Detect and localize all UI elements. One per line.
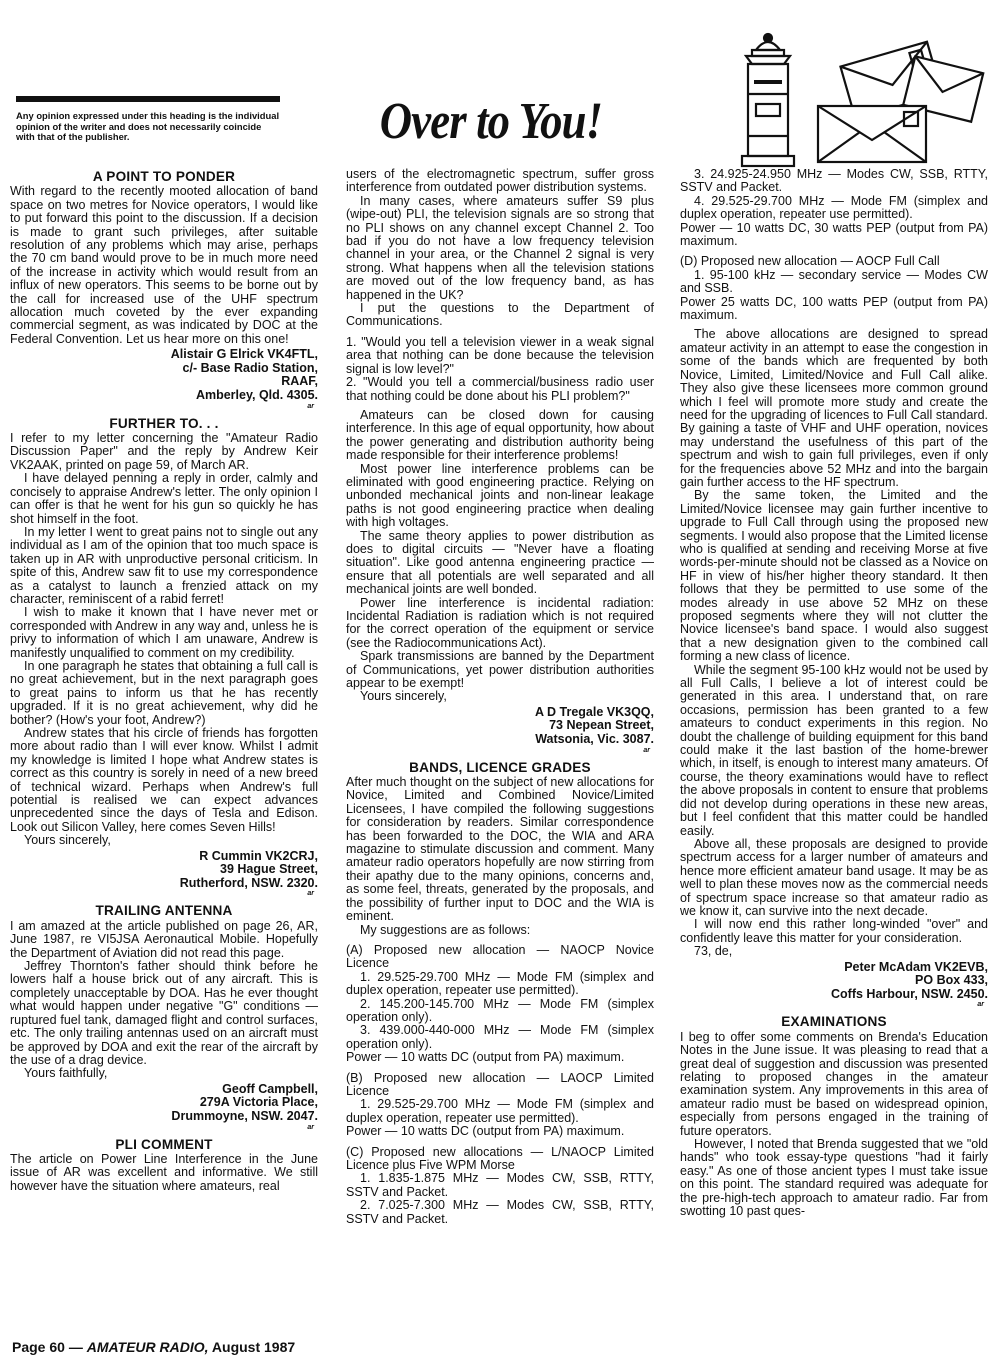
allocation-heading-d: (D) Proposed new allocation — AOCP Full Call: [680, 254, 940, 269]
end-mark: ar: [643, 746, 650, 754]
allocation-item: 1. 1.835-1.875 MHz — Modes CW, SSB, RTTY, SSTV and Packet.: [346, 1171, 654, 1199]
letter-heading-point-to-ponder: A POINT TO PONDER: [92, 169, 236, 184]
allocation-heading-c: (C) Proposed new allocations — L/NAOCP Limited Licence plus Five WPM Morse: [346, 1144, 654, 1172]
letter-paragraph: I put the questions to the Department of Communications.: [346, 301, 654, 329]
letter-closing: Yours sincerely,: [24, 833, 111, 848]
letter-closing: Yours faithfully,: [24, 1066, 108, 1081]
letter-closing: Yours sincerely,: [360, 689, 447, 704]
letter-signature: A D Tregale VK3QQ, 73 Nepean Street, Watsonia, Vic. 3087.: [534, 704, 654, 747]
letter-question: 1. "Would you tell a television viewer in a weak signal area that nothing can be done because the television signal is low level?": [346, 334, 654, 376]
letter-paragraph: In my letter I went to great pains not to single out any individual as I am of the opinion that too much space is taken up in AR with unproductive personal criticism. In spite of this, Andrew saw fit to use my correspondence as a catalyst to launch a frenzied attack on my character, reminiscent of a rabid ferret!: [10, 524, 318, 606]
letter-paragraph: Power line interference is incidental radiation: Incidental Radiation is radiation which is not required for the correct operation of the equipment or service (see the Radiocommunications Act).: [346, 595, 654, 650]
letter-heading-trailing-antenna: TRAILING ANTENNA: [95, 903, 233, 919]
letter-paragraph: Amateurs can be closed down for causing interference. In this age of equal opportunity, how about the power generating and distribution authority being made responsible for their interference problems!: [346, 407, 654, 463]
letter-paragraph: Above all, these proposals are designed to provide spectrum access for a larger number of amateurs and hence more efficient amateur band usage. It may be as well to plan these moves now as the commercial needs of spectrum space increase so that amateur radio as we know it, can survive into the next decade.: [680, 836, 988, 918]
letter-question: 2. "Would you tell a commercial/business radio user that nothing could be done about his PLI problem?": [346, 375, 654, 403]
allocation-power: Power — 10 watts DC, 30 watts PEP (output from PA) maximum.: [680, 220, 988, 249]
letter-paragraph: By the same token, the Limited and the Limited/Novice licensee may gain further incentive to upgrade to Full Call through using the proposed new segments. I would also propose that the Limited license who is qualified at sending and receiving Morse at five words-per-minute should not be classed as a Novice on HF in view of his/her higher theory standard. It then follows that they be permitted to use some of the modes already in use above 52 MHz on these proposed segments where they will not clutter the Novice licensee's band space. I would also suggest that a new designation given to the combined call forming a new class of licence.: [680, 488, 988, 664]
letter-signature: Alistair G Elrick VK4FTL, c/- Base Radio Station, RAAF, Amberley, Qld. 4305.: [170, 347, 318, 403]
allocation-item: 1. 95-100 kHz — secondary service — Modes CW and SSB.: [680, 267, 988, 296]
page-footer: [12, 1339, 295, 1355]
letter-paragraph: Most power line interference problems can be eliminated with good engineering practice. Relying on unbonded mechanical joints and non-linear leakage paths is not good engineering practice when dealing with high voltages.: [346, 461, 654, 530]
letter-heading-further-to: FURTHER TO. . .: [109, 415, 219, 431]
column-2: [346, 168, 654, 1226]
footer-page-number: Page 60 —: [12, 1339, 87, 1355]
letter-paragraph: In many cases, where amateurs suffer S9 plus (wipe-out) PLI, the television signals are so strong that no PLI shows on any channel except Channel 2. Too bad if you do not have a low frequency television channel in your area, or the Channel 2 signal is very strong. What happens when all the television stations are moved out of the low frequency band, as has happened in the UK?: [346, 193, 654, 302]
letter-paragraph: users of the electromagnetic spectrum, suffer gross interference from outdated power distribution systems.: [346, 167, 654, 195]
end-mark: ar: [307, 402, 314, 410]
end-mark: ar: [977, 1001, 984, 1009]
allocation-item: 4. 29.525-29.700 MHz — Mode FM (simplex and duplex operation, repeater use permitted).: [680, 193, 988, 222]
column-1: [10, 168, 318, 1193]
allocation-item: 2. 7.025-7.300 MHz — Modes CW, SSB, RTTY, SSTV and Packet.: [346, 1198, 654, 1226]
allocation-item: 2. 145.200-145.700 MHz — Mode FM (simplex operation only).: [346, 996, 654, 1024]
end-mark: ar: [307, 890, 314, 898]
allocation-power: Power — 10 watts DC (output from PA) maximum.: [346, 1124, 625, 1139]
letter-heading-examinations: EXAMINATIONS: [781, 1014, 887, 1030]
letter-paragraph: Jeffrey Thornton's father should think before he lowers half a house brick out of any aircraft. This is completely unacceptable by DOA. Has he ever thought what would happen under negative "G" conditions — ruptured fuel tank, damaged flight and control surfaces, etc. The only trailing antennas used on an aircraft must be approved by DOA and exit the rear of the aircraft by the use of a drag device.: [10, 959, 318, 1067]
letter-heading-pli-comment: PLI COMMENT: [115, 1136, 213, 1152]
letter-paragraph: I wish to make it known that I have never met or corresponded with Andrew in any way and, unless he is privy to information of which I am unaware, Andrew is manifestly unqualified to comment on my credibility.: [10, 605, 318, 660]
allocation-power: Power 25 watts DC, 100 watts PEP (output from PA) maximum.: [680, 294, 988, 323]
letter-paragraph: I am amazed at the article published on page 26, AR, June 1987, re VI5JSA Aeronautical Mobile. Hopefully the Department of Aviation did not read this page.: [10, 918, 318, 960]
letter-paragraph: Spark transmissions are banned by the Department of Communications, yet power distribution authorities appear to be exempt!: [346, 649, 654, 691]
letter-paragraph: The same theory applies to power distribution as does to digital circuits — "Never have a floating situation". Like good antenna engineering practice — ensure that all potentials are well separated and all mechanical joints are well bonded.: [346, 528, 654, 597]
disclaimer-note: Any opinion expressed under this heading is the individual opinion of the writer and does not necessarily coincide with that of the publisher.: [16, 96, 280, 143]
allocation-item: 1. 29.525-29.700 MHz — Mode FM (simplex and duplex operation, repeater use permitted).: [346, 969, 654, 998]
letter-paragraph: I have delayed penning a reply in order, calmly and concisely to appraise Andrew's letter. The only opinion I can offer is that he went for his gun so quickly he has shot himself in the foot.: [10, 471, 318, 526]
allocation-item: 3. 439.000-440-000 MHz — Mode FM (simplex operation only).: [346, 1023, 654, 1051]
allocation-item: 3. 24.925-24.950 MHz — Modes CW, SSB, RTTY, SSTV and Packet.: [680, 167, 988, 195]
column-3: [680, 168, 988, 1218]
letter-signature: R Cummin VK2CRJ, 39 Hague Street, Rutherford, NSW. 2320.: [179, 848, 318, 890]
allocation-power: Power — 10 watts DC (output from PA) maximum.: [346, 1050, 625, 1065]
letter-closing: 73, de,: [694, 944, 733, 959]
footer-date: August 1987: [208, 1339, 296, 1355]
end-mark: ar: [307, 1123, 314, 1131]
letter-paragraph: With regard to the recently mooted allocation of band space on two metres for Novice operators, I would like to put forward this point to the discussion. If a decision is made to grant such privileges, after suitable resolution of any problems which may arise, perhaps the 70 cm band would prove to be in much more need of the increase in activity which would result from an influx of new operators. This seems to be borne out by the call for increased use of the UHF spectrum allocation much coveted by the ever expanding commercial segment, as was indicated by DOC at the Federal Convention. Let us hear more on this one!: [10, 184, 318, 346]
letter-paragraph: The above allocations are designed to spread amateur activity in an attempt to ease the congestion in some of the bands which are frequented by both Novice, Limited, Limited/Novice and Full Call alike. They also give these licensees more common ground which I feel will promote more study and create the need for the upgrading of licences to Full Call standard. By gaining a taste of VHF and UHF operation, novices may understand the usefulness of this part of the spectrum and wish to gain full privileges, even if only for the frequencies above 52 MHz and into the bargain gain further access to the HF spectrum.: [680, 327, 988, 489]
letter-paragraph: Andrew states that his circle of friends has forgotten more about radio than I will ever know. Whilst I admit my knowledge is limited I hope what Andrew states is correct as this country is sorely in need of a new breed of technical wizard. Perhaps when Andrew's full potential is realised we can expect advances unprecedented since the days of Tesla and Edison. Look out Silicon Valley, here comes Seven Hills!: [10, 726, 318, 834]
letter-paragraph: I refer to my letter concerning the "Amateur Radio Discussion Paper" and the reply by Andrew Keir VK2AAK, printed on page 59, of March AR.: [10, 431, 318, 472]
allocation-item: 1. 29.525-29.700 MHz — Mode FM (simplex and duplex operation, repeater use permitted).: [346, 1097, 654, 1125]
letter-paragraph: While the segment 95-100 kHz would not be used by all Full Calls, I believe a lot of interest could be generated in this area. I understand that, on rare occasions, permission has been granted to a few amateurs to conduct experiments in this region. No doubt the challenge of building equipment for this band could make it the last bastion of the home-brewer which, in itself, is enough to interest many amateurs. Of course, the theory examinations would have to reflect the above proposals in content to ensure that problems did not develop during operations in these new areas, but I feel confident that this matter could be handled easily.: [680, 662, 988, 838]
allocation-heading-a: (A) Proposed new allocation — NAOCP Novice Licence: [346, 942, 654, 971]
letter-paragraph: I beg to offer some comments on Brenda's Education Notes in the June issue. It was pleasing to read that a great deal of suggestion and discussion was presented relating to proposed changes in the amateur examination system. Any improvements in this area of amateur radio must be based on widespread opinion, especially from persons engaged in the training of future operators.: [680, 1029, 988, 1138]
letter-heading-bands-licence-grades: BANDS, LICENCE GRADES: [409, 759, 591, 775]
letter-signature: Geoff Campbell, 279A Victoria Place, Drummoyne, NSW. 2047.: [171, 1081, 318, 1123]
allocation-heading-b: (B) Proposed new allocation — LAOCP Limited Licence: [346, 1070, 654, 1098]
page-title: Over to You!: [379, 93, 603, 150]
postbox-letters-illustration: [718, 30, 988, 170]
letter-paragraph: In one paragraph he states that obtaining a full call is no great achievement, but in the next paragraph goes to great pains to inform us that he has recently upgraded. If it is no great achievement, why did he bother? (How's your foot, Andrew?): [10, 658, 318, 727]
letter-paragraph: My suggestions are as follows:: [360, 922, 531, 937]
letter-signature: Peter McAdam VK2EVB, PO Box 433, Coffs Harbour, NSW. 2450.: [831, 959, 988, 1001]
letter-paragraph: However, I noted that Brenda suggested that we "old hands" who took essay-type questions "had it fairly easy." As one of those ancient types I must take issue on this point. The standard required was adequate for the pre-high-tech approach to amateur radio. Far from swotting 10 past ques-: [680, 1137, 988, 1219]
letter-paragraph: The article on Power Line Interference in the June issue of AR was excellent and informative. We still however have the situation where amateurs, real: [10, 1151, 318, 1193]
footer-magazine-name: AMATEUR RADIO,: [86, 1339, 209, 1355]
letter-paragraph: After much thought on the subject of new allocations for Novice, Limited and Combined Novice/Limited Licensees, I have compiled the following suggestions for consideration by readers. Similar correspondence has been forwarded to the DOC, the WIA and ARA magazine to stimulate discussion and comment. Many amateur radio operators hopefully are now stirring from their apathy due to the many opinions, concerns and, as some feel, threats, generated by the proposals, and the possibility of further input to DOC and the WIA is eminent.: [346, 775, 654, 924]
letter-paragraph: I will now end this rather long-winded "over" and confidently leave this matter for your consideration.: [680, 917, 988, 945]
